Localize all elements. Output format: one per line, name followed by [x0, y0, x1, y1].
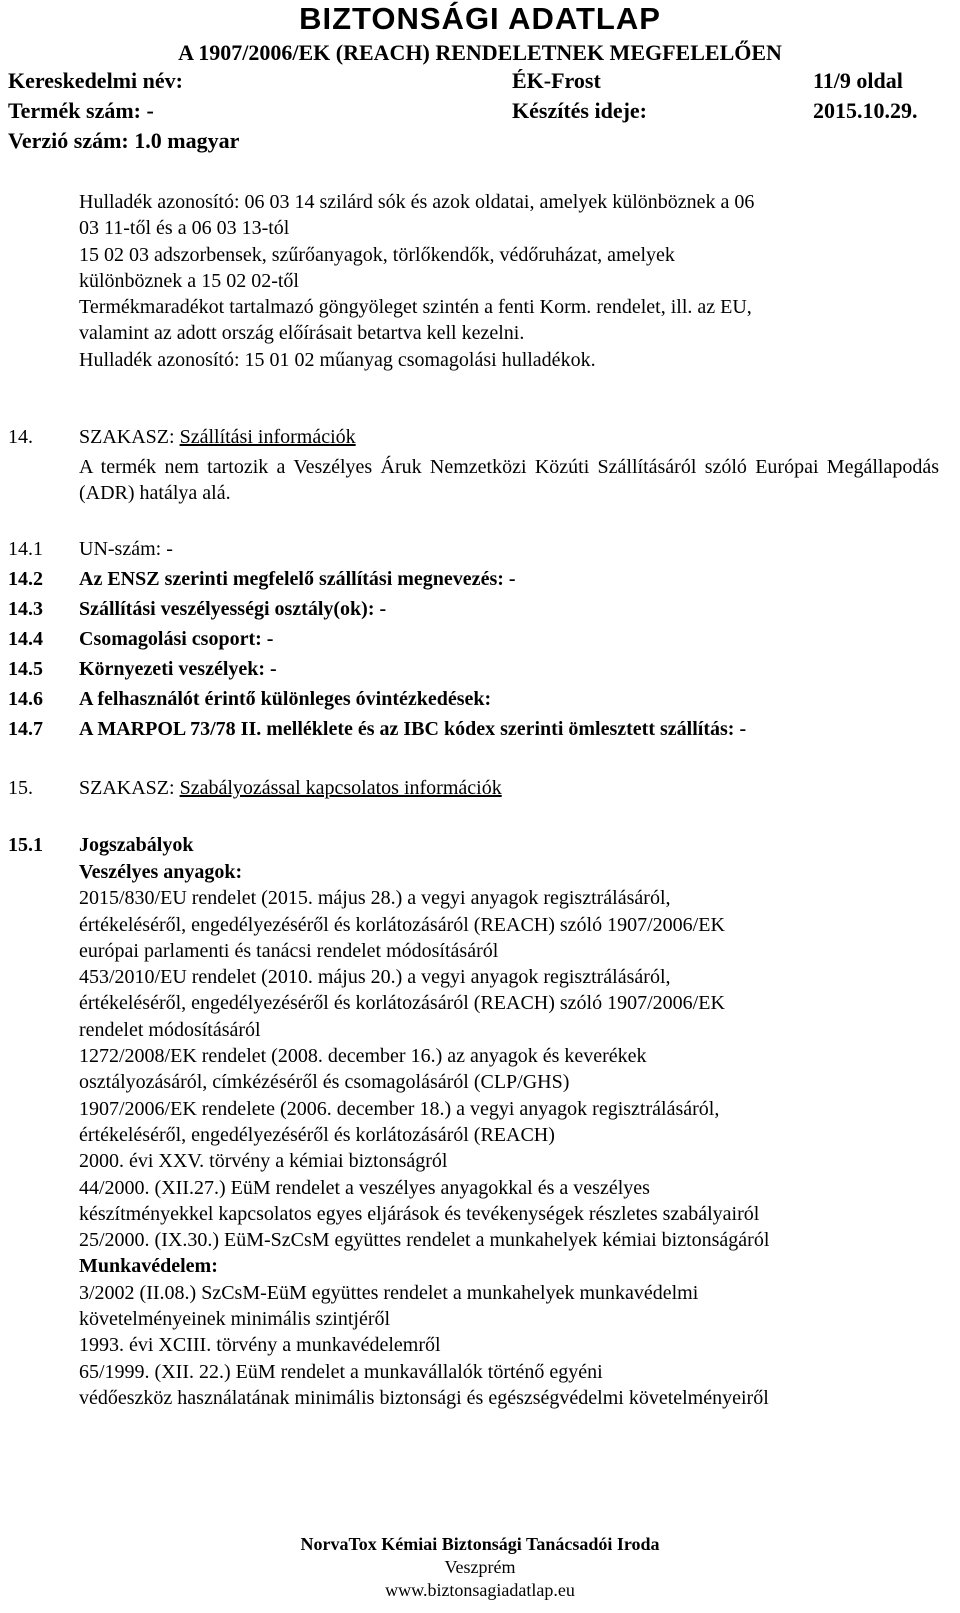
- waste-disposal-text: [79, 189, 939, 373]
- text-line: Termékmaradékot tartalmazó göngyöleget szintén a fenti Korm. rendelet, ill. az EU,: [79, 296, 752, 319]
- footer-url: www.biztonsagiadatlap.eu: [385, 1580, 575, 1600]
- item-number: 14.3: [8, 598, 43, 620]
- intro-text: A termék nem tartozik a Veszélyes Áruk Nemzetközi Közúti Szállításáról szóló Európai Megállapodás (ADR) hatálya alá.: [79, 456, 939, 505]
- item-text: Szállítási veszélyességi osztály(ok): -: [79, 598, 387, 620]
- trade-name-label: Kereskedelmi név:: [8, 68, 183, 93]
- page-number: 11/9 oldal: [813, 68, 903, 93]
- section-prefix: SZAKASZ:: [79, 426, 180, 448]
- text-line: 1907/2006/EK rendelete (2006. december 18.) a vegyi anyagok regisztrálásáról,: [79, 1097, 720, 1120]
- text-line: 1272/2008/EK rendelet (2008. december 16.) az anyagok és keverékek: [79, 1045, 647, 1068]
- text-line: 2015/830/EU rendelet (2015. május 28.) a vegyi anyagok regisztrálásáról,: [79, 887, 671, 910]
- text-line: készítményekkel kapcsolatos egyes eljárások és tevékenységek részletes szabályairól: [79, 1202, 760, 1225]
- section-14-intro: [79, 454, 939, 507]
- item-number: 14.7: [8, 718, 43, 740]
- section-title: Szabályozással kapcsolatos információk: [179, 777, 502, 799]
- product-number: Termék szám: -: [8, 98, 154, 123]
- text-line: értékeléséről, engedélyezéséről és korlátozásáról (REACH) szóló 1907/2006/EK: [79, 992, 725, 1015]
- section-title: Szállítási információk: [179, 426, 356, 448]
- item-text: A MARPOL 73/78 II. melléklete és az IBC kódex szerinti ömlesztett szállítás: -: [79, 718, 747, 740]
- text-line: értékeléséről, engedélyezéséről és korlátozásáról (REACH): [79, 1123, 555, 1146]
- document-title: BIZTONSÁGI ADATLAP: [299, 1, 661, 36]
- text-line: különböznek a 15 02 02-től: [79, 269, 299, 292]
- legislation-heading: Munkavédelem:: [79, 1255, 218, 1278]
- text-line: védőeszköz használatának minimális biztonsági és egészségvédelmi követelményeiről: [79, 1386, 769, 1409]
- text-line: értékeléséről, engedélyezéséről és korlátozásáról (REACH) szóló 1907/2006/EK: [79, 913, 725, 936]
- section-prefix: SZAKASZ:: [79, 777, 180, 799]
- text-line: európai parlamenti és tanácsi rendelet módosításáról: [79, 939, 499, 962]
- version-number: Verzió szám: 1.0 magyar: [8, 128, 240, 153]
- text-line: 25/2000. (IX.30.) EüM-SzCsM együttes rendelet a munkahelyek kémiai biztonságáról: [79, 1229, 770, 1252]
- text-line: osztályozásáról, címkézéséről és csomagolásáról (CLP/GHS): [79, 1071, 570, 1094]
- created-label: Készítés ideje:: [512, 98, 647, 123]
- text-line: 15 02 03 adszorbensek, szűrőanyagok, törlőkendők, védőruházat, amelyek: [79, 243, 675, 266]
- item-number: 14.4: [8, 628, 43, 650]
- text-line: 2000. évi XXV. törvény a kémiai biztonságról: [79, 1150, 448, 1173]
- created-date: 2015.10.29.: [813, 98, 918, 123]
- text-line: 65/1999. (XII. 22.) EüM rendelet a munkavállalók történő egyéni: [79, 1360, 603, 1383]
- footer: [0, 1533, 960, 1602]
- item-number: 14.6: [8, 688, 43, 710]
- item-text: A felhasználót érintő különleges óvintézkedések:: [79, 688, 492, 710]
- text-line: 44/2000. (XII.27.) EüM rendelet a veszélyes anyagokkal és a veszélyes: [79, 1176, 650, 1199]
- text-line: Hulladék azonosító: 06 03 14 szilárd sók és azok oldatai, amelyek különböznek a 06: [79, 191, 755, 213]
- section-number: 15.: [8, 777, 33, 799]
- text-line: 3/2002 (II.08.) SzCsM-EüM együttes rendelet a munkahelyek munkavédelmi: [79, 1281, 699, 1304]
- item-number: 15.1: [8, 834, 43, 856]
- text-line: Hulladék azonosító: 15 01 02 műanyag csomagolási hulladékok.: [79, 348, 596, 371]
- item-number: 14.2: [8, 568, 43, 590]
- legislation-list: [79, 859, 939, 1411]
- footer-organization: NorvaTox Kémiai Biztonsági Tanácsadói Iroda: [300, 1534, 660, 1554]
- text-line: rendelet módosításáról: [79, 1018, 261, 1041]
- item-number: 14.1: [8, 538, 43, 560]
- footer-city: Veszprém: [444, 1557, 516, 1577]
- item-text: Jogszabályok: [79, 834, 194, 856]
- item-number: 14.5: [8, 658, 43, 680]
- text-line: valamint az adott ország előírásait betartva kell kezelni.: [79, 322, 525, 345]
- document-subtitle: A 1907/2006/EK (REACH) RENDELETNEK MEGFELELŐEN: [178, 40, 782, 65]
- section-number: 14.: [8, 426, 33, 448]
- item-text: UN-szám: -: [79, 538, 173, 560]
- text-line: 453/2010/EU rendelet (2010. május 20.) a vegyi anyagok regisztrálásáról,: [79, 966, 671, 989]
- item-text: Az ENSZ szerinti megfelelő szállítási megnevezés: -: [79, 568, 516, 590]
- trade-name-value: ÉK-Frost: [512, 68, 601, 93]
- text-line: követelményeinek minimális szintjéről: [79, 1308, 391, 1331]
- item-text: Csomagolási csoport: -: [79, 628, 274, 650]
- text-line: 03 11-től és a 06 03 13-tól: [79, 217, 290, 240]
- item-text: Környezeti veszélyek: -: [79, 658, 277, 680]
- legislation-heading: Veszélyes anyagok:: [79, 861, 243, 883]
- text-line: 1993. évi XCIII. törvény a munkavédelemről: [79, 1334, 441, 1357]
